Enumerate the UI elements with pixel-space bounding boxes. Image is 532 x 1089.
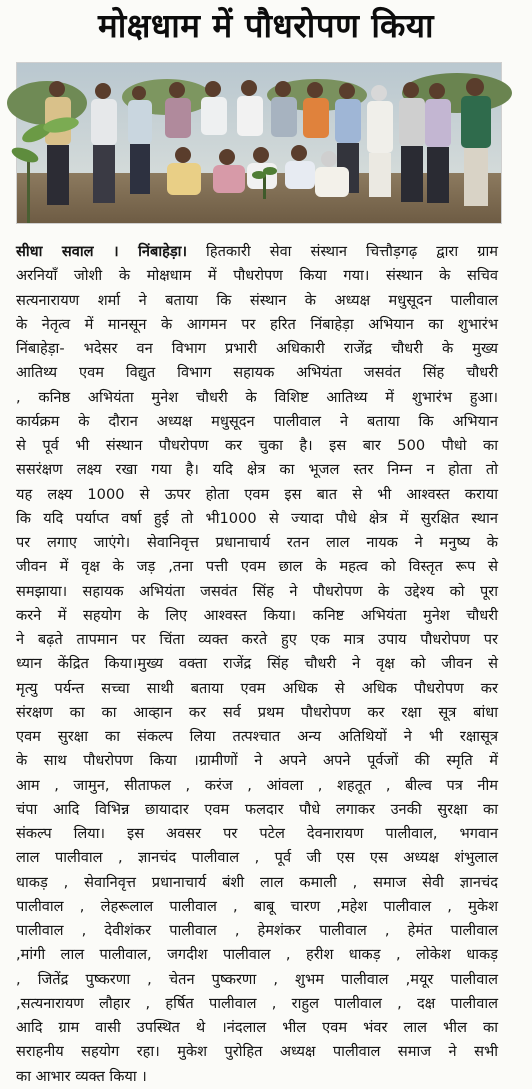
article-line: के साथ पौधरोपण किया ।ग्रामीणों ने अपने अपने पूर्वजों की स्मृति में	[16, 752, 498, 770]
article-line: सत्यनारायण शर्मा ने बताया कि संस्थान के अध्यक्ष मधुसूदन पालीवाल	[16, 291, 498, 309]
article-line: मृत्यु पर्यन्त सच्चा साथी बताया एवम अधिक से अधिक पौधरोपण कर	[16, 679, 498, 697]
article-line: आदि ग्राम वासी उपस्थित थे ।नंदलाल भील एवम भंवर लाल भील का	[16, 1019, 498, 1036]
article-line	[16, 240, 498, 264]
article-line: निंबाहेड़ा- भदेसर वन विभाग प्रभारी अधिकारी राजेंद्र चौधरी के मुख्य	[16, 340, 498, 357]
article-line: समझाया। सहायक अभियंता जसवंत सिंह ने पौधरोपण के उद्देश्य को पूरा	[16, 582, 498, 600]
article-line: ससरंक्षण लक्ष्य रखा गया है। यदि क्षेत्र का भूजल स्तर निम्न न होता तो	[16, 461, 498, 479]
article-line: पालीवाल , देवीशंकर पालीवाल , हेमशंकर पालीवाल , हेमंत पालीवाल	[16, 922, 498, 939]
article-line: संरक्षण का का आव्हान कर सर्व प्रथम पौधरोपण कर रक्षा सूत्र बांधा	[16, 703, 498, 721]
article-line: कि यदि पर्याप्त वर्षा हुई तो भी1000 से ज्यादा पौधे क्षेत्र में सुरक्षित स्थान	[16, 509, 498, 527]
article-line: से पूर्व भी संस्थान पौधरोपण कर चुका है। इस बार 500 पौधो का	[16, 437, 498, 454]
article-line: पालीवाल , लेहरूलाल पालीवाल , बाबू चारण ,महेश पालीवाल , मुकेश	[16, 897, 498, 915]
article-line: संकल्प लिया। इस अवसर पर पटेल देवनारायण पालीवाल, भगवान	[16, 825, 498, 842]
article-body	[16, 240, 498, 1085]
article-line: लाल पालीवाल , ज्ञानचंद पालीवाल , पूर्व जी एस एस अध्यक्ष शंभुलाल	[16, 849, 498, 867]
article-line: करने में सहयोग के लिए आश्वस्त किया। कनिष्ट अभियंता मुनेश चौधरी	[16, 606, 498, 624]
article-line: यह लक्ष्य 1000 से ऊपर होता एवम इस बात से भी आश्वस्त कराया	[16, 485, 498, 503]
article-line: कार्यक्रम के दौरान अध्यक्ष मधुसूदन पालीवाल ने बताया कि अभियान	[16, 412, 498, 430]
article-line: का आभार व्यक्त किया ।	[16, 1067, 147, 1085]
article-line: आम , जामुन, सीताफल , करंज , आंवला , शहतूत , बील्व पत्र नीम	[16, 776, 498, 794]
group-photo-image	[17, 63, 501, 223]
group-photo	[16, 62, 502, 224]
article-line: जीवन में वृक्ष के जड़ ,तना पत्ती एवम छाल के महत्व को विस्तृत रूप से	[16, 558, 498, 576]
article-line-text: हितकारी सेवा संस्थान चित्तौड़गढ़ द्वारा ग्राम	[186, 243, 498, 260]
article-line: आतिथ्य एवम विद्युत विभाग सहायक अभियंता जसवंत सिंह चौधरी	[16, 364, 498, 382]
article-line: ,सत्यनारायण लौहार , हर्षित पालीवाल , राहुल पालीवाल , दक्ष पालीवाल	[16, 994, 498, 1012]
article-line: ने बढ़ते तापमान पर चिंता व्यक्त करते हुए एक मात्र उपाय पौधरोपण पर	[16, 631, 498, 648]
headline: मोक्षधाम में पौधरोपण किया	[97, 6, 435, 45]
article-line: के नेतृत्व में मानसून के आगमन पर हरित निंबाहेड़ा अभियान का शुभारंभ	[16, 315, 498, 333]
article-line: ,मांगी लाल पालीवाल, जगदीश पालीवाल , हरीश धाकड़ , लोकेश धाकड़	[16, 946, 498, 964]
article-line: धाकड़ , सेवानिवृत्त प्रधानाचार्य बंशी लाल कमाली , समाज सेवी ज्ञानचंद	[16, 873, 498, 891]
article-line: , कनिष्ठ अभियंता मुनेश चौधरी के विशिष्ट आतिथ्य में शुभारंभ हुआ।	[16, 388, 498, 406]
article-line: सराहनीय सहयोग रहा। मुकेश पुरोहित अध्यक्ष पालीवाल समाज ने सभी	[16, 1043, 498, 1061]
article-line: ध्यान केंद्रित किया।मुख्य वक्ता राजेंद्र सिंह चौधरी ने वृक्ष को जीवन से	[16, 655, 498, 673]
article-line: पर लगाए जाएंगे। सेवानिवृत्त प्रधानाचार्य रतन लाल नायक ने मनुष्य के	[16, 534, 498, 551]
article-line: एवम सुरक्षा का संकल्प लिया तत्पश्चात अन्य अतिथियों ने भी रक्षासूत्र	[16, 728, 498, 745]
article-line: चंपा आदि विभिन्न छायादार एवम फलदार पौधे लगाकर उनकी सुरक्षा का	[16, 800, 498, 818]
article-line: अरनियाँ जोशी के मोक्षधाम में पौधरोपण किया गया। संस्थान के सचिव	[16, 267, 498, 285]
article-line: , जितेंद्र पुष्करणा , चेतन पुष्करणा , शुभम पालीवाल ,मयूर पालीवाल	[16, 970, 498, 988]
dateline: सीधा सवाल । निंबाहेड़ा।	[16, 243, 187, 260]
